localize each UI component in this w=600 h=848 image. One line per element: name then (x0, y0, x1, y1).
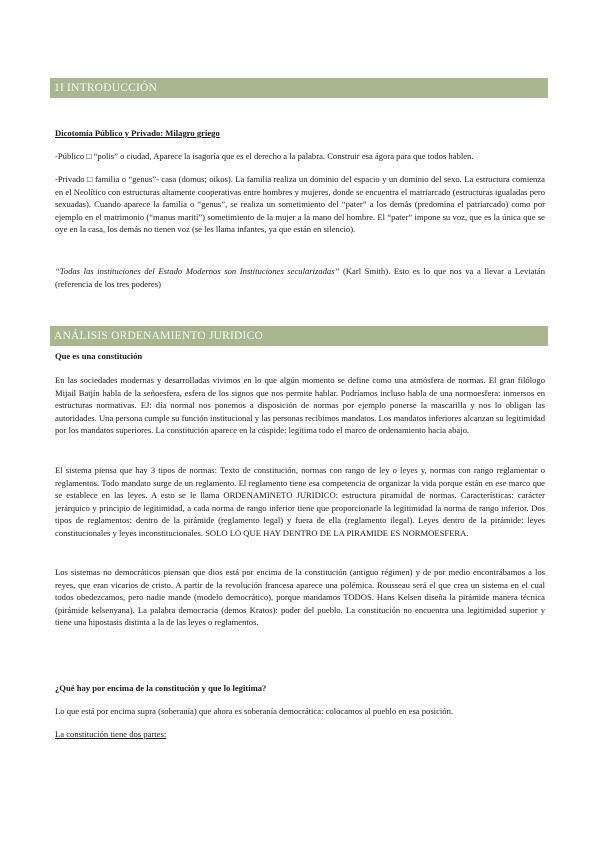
section-banner-introduccion: 1I INTRODUCCIÓN (50, 78, 548, 98)
paragraph-privado: -Privado □ familia o “genus”- casa (domus; oikos). La familia realiza un dominio del espacio y un dominio del sexo. La estructura comienza en el Neolítico con estructuras altamente cooperativas entre hombres y mujeres, donde se encuentra el matriarcado (estructuras igualadas pero sexuadas). Cuando aparece la familia o “genus”, se realiza un sometimiento del “pater” a los demás (predomina el patriarcado) como por ejemplo en el matrimonio (“manus marití”) sometimiento de la mujer a la mano del hombre. El “pater” impone su voz, que es la única que se oye en la casa, los demás no tienen voz (se les llama infantes, ya que están en silencio). (55, 174, 545, 235)
paragraph-soberania: Lo que está por encima supra (soberanía) que ahora es soberanía democrática: colocamos al pueblo en esa posición. (55, 706, 454, 716)
paragraph-tipos-normas: El sistema piensa que hay 3 tipos de normas: Texto de constitución, normas con rango de ley o leyes y, normas con rango reglamentar o reglamentos. Todo mandato surge de un reglamento. El reglamento tiene esa competencia de organizar la vida porque están en ese marco que se establece en las leyes. A esto se le llama ORDENAMINETO JURIDICO: estructura piramidal de normas. Características: carácter jerárquico y principio de legitimidad, a cada norma de rango inferior tiene que proporcionarle la legitimidad la norma de rango inferior. Dos tipos de reglamentos: dentro de la pirámide (reglamento legal) y fuera de ella (reglamento ilegal). Leyes dentro de la pirámide: leyes constitucionales y leyes inconstitucionales. SOLO LO QUE HAY DENTRO DE LA PIRAMIDE ES NORMOESFERA. (55, 465, 545, 538)
section-heading-constitucion: Que es una constitución (55, 351, 143, 361)
paragraph-quote (55, 265, 545, 290)
subheading-dos-partes: La constitución tiene dos partes: (55, 729, 167, 739)
section-heading-dicotomia: Dicotomía Público y Privado: Milagro griego (55, 128, 220, 138)
question-heading: ¿Qué hay por encima de la constitución y que lo legitima? (55, 683, 267, 693)
quote-attribution: (Karl Smith). Esto es lo que nos va a llevar a Leviatán (referencia de los tres poderes) (55, 266, 545, 289)
paragraph-normoesfera: En las sociedades modernas y desarrolladas vivimos en lo que algún momento se define como una atmósfera de normas. El gran filólogo Mijail Batjín habla de la señoesfera, esfera de los signos que nos permite hablar. Podríamos incluso habla de una normoesfera: inmersos en estructuras normativas. EJ: día normal nos ponemos a disposición de normas por ejemplo ponerse la mascarilla y nos lo obligan las autoridades. Una persona cumple su función institucional y las personas recibimos mandatos. Los mandatos inferiores alcanzan su legitimidad por los mandatos superiores. La constitución aparece en la cúspide: legitima todo el marco de ordenamiento hacia abajo. (55, 375, 545, 436)
paragraph-publico: -Público □ “polis” o ciudad, Aparece la isagoría que es el derecho a la palabra. Construir esa ágora para que todos hablen. (55, 151, 474, 161)
quote-text: “Todas las instituciones del Estado Modernos son Instituciones secularizadas” (55, 266, 340, 276)
section-banner-ordenamiento: ANÁLISIS ORDENAMIENTO JURIDICO (50, 326, 548, 346)
paragraph-sistemas-no-democraticos: Los sistemas no democráticos piensan que dios está por encima de la constitución (antiguo régimen) y de por medio encontrábamos a los reyes, que eran vicarios de cristo. A partir de la revolución francesa aparece una polémica. Rousseau será el que crea un sistema en el cual todos obedezcamos, pero nadie mande (modelo democrático), porque mandamos TODOS. Hans Kelsen diseña la pirámide manera técnica (pirámide kelsenyana). La palabra democracia (demos Kratos): poder del pueblo. La constitución no encuentra una legitimidad superior y tiene una hipostasis distinta a la de las leyes o reglamentos. (55, 567, 545, 628)
